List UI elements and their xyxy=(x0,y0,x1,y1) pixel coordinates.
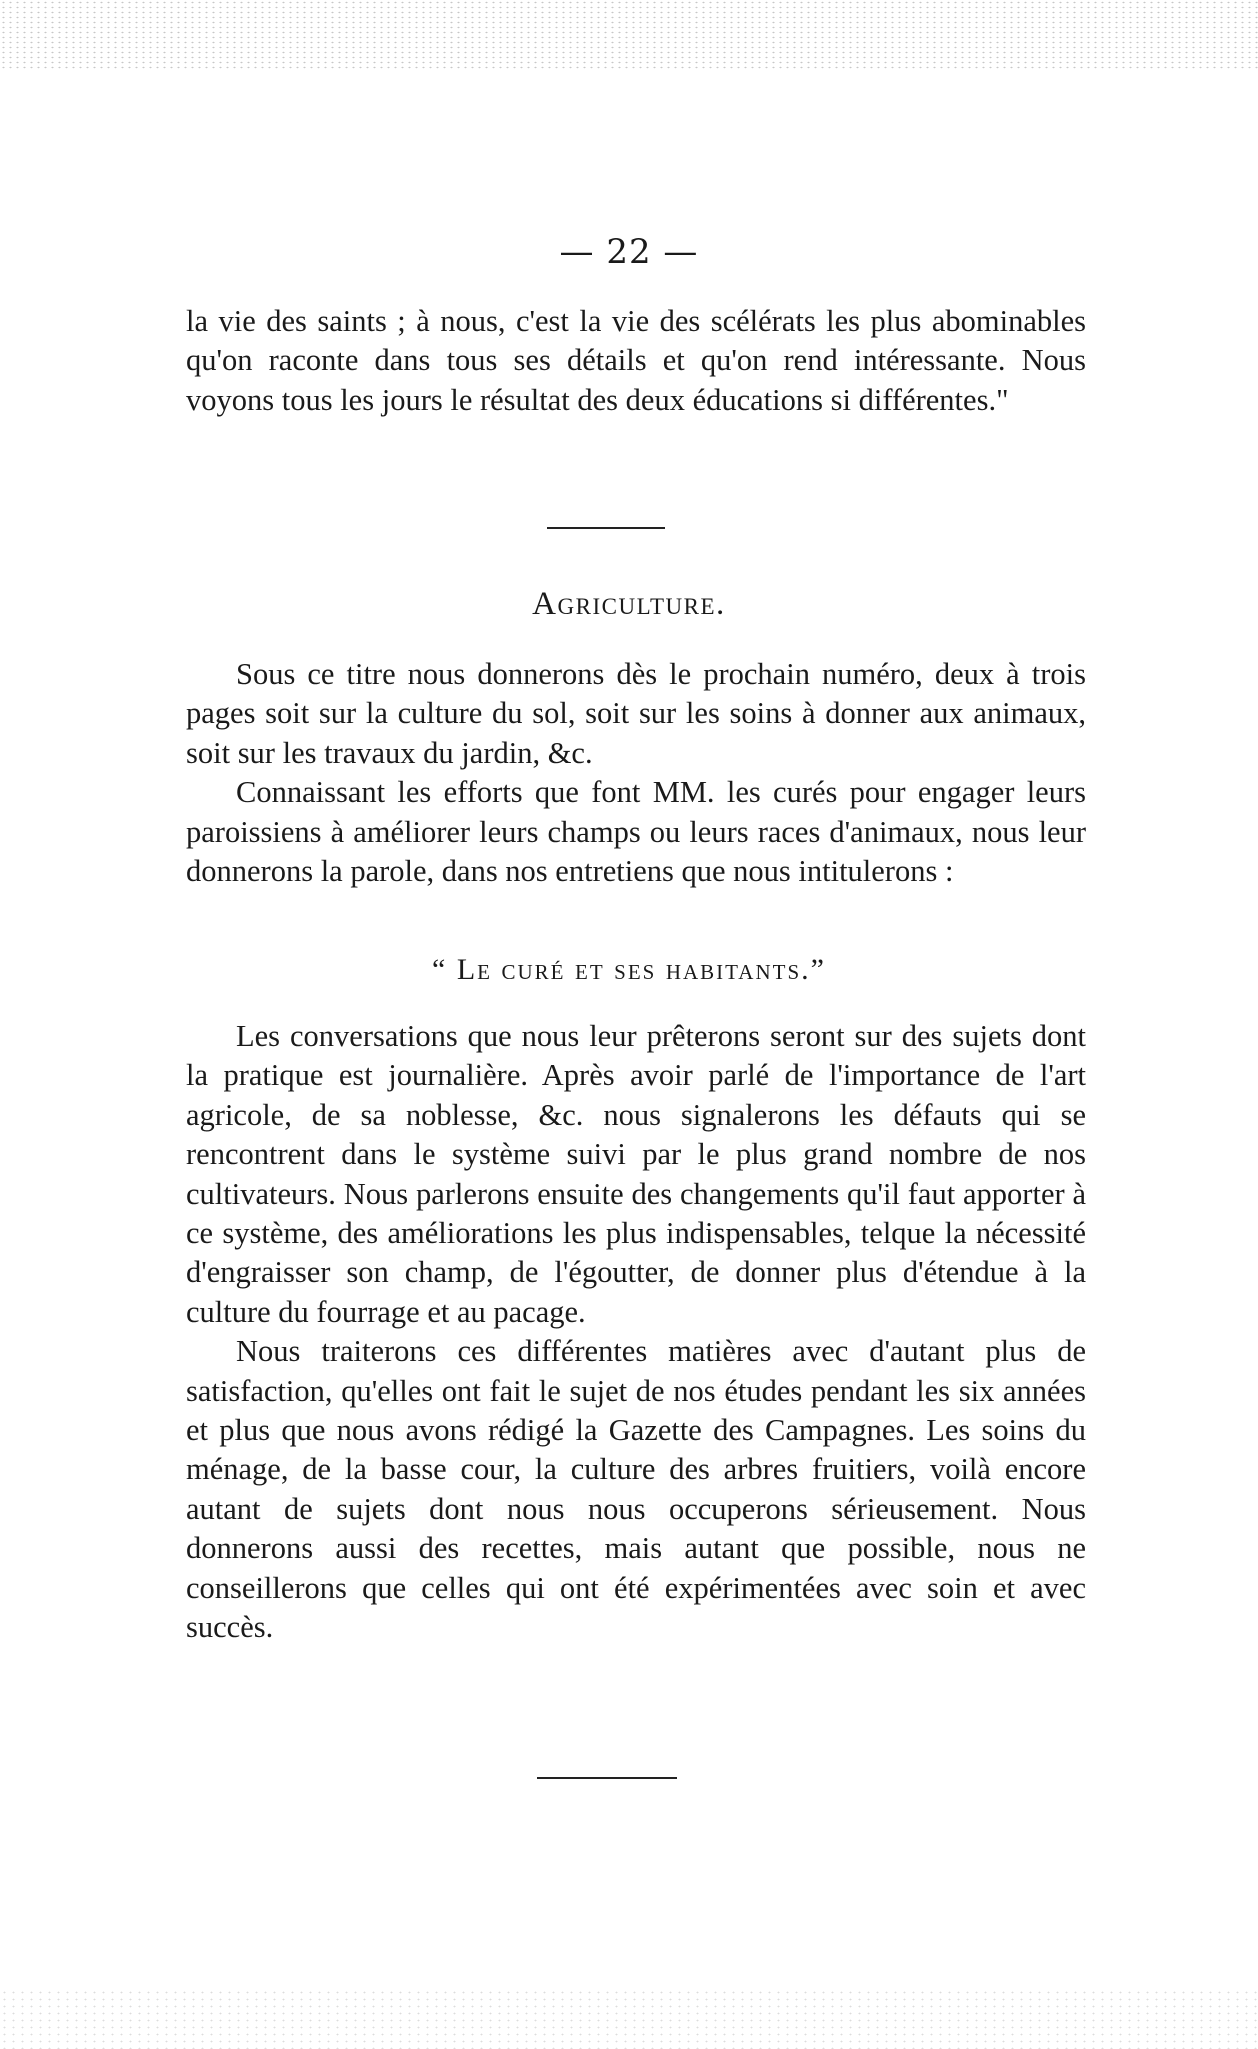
paragraph-intro: Sous ce titre nous donnerons dès le prochain numéro, deux à trois pages soit sur la culture du sol, soit sur les soins à donner aux animaux, soit sur les travaux du jardin, &c. xyxy=(186,657,1086,770)
paper-speckle-bottom xyxy=(0,1989,1258,2049)
page-number: — 22 — xyxy=(559,232,699,272)
section-divider-top xyxy=(547,527,665,529)
section-title: Agriculture. xyxy=(532,586,726,622)
paragraph-cures: Connaissant les efforts que font MM. les curés pour engager leurs paroissiens à améliorer leurs champs ou leurs races d'animaux, nous leur donnerons la parole, dans nos entretiens que nous intitulerons : xyxy=(186,775,1086,889)
section-divider-bottom xyxy=(537,1777,677,1779)
agriculture-text-block-2 xyxy=(186,1017,1086,1648)
paragraph-subjects: Nous traiterons ces différentes matières avec d'autant plus de satisfaction, qu'elles ont fait le sujet de nos études pendant les six années et plus que nous avons rédigé la Gazette des Campagnes. Les soins du ménage, de la basse cour, la culture des arbres fruitiers, voilà encore autant de sujets dont nous nous occuperons sérieusement. Nous donnerons aussi des recettes, mais autant que possible, nous ne conseillerons que celles qui ont été expérimentées avec soin et avec succès. xyxy=(186,1334,1086,1645)
agriculture-text-block-1 xyxy=(186,655,1086,891)
paper-speckle-top xyxy=(0,0,1258,70)
continuation-paragraph: la vie des saints ; à nous, c'est la vie des scélérats les plus abominables qu'on raconte dans tous ses détails et qu'on rend intéressante. Nous voyons tous les jours le résultat des deux éducations si différentes." xyxy=(186,304,1086,417)
paragraph-conversations: Les conversations que nous leur prêterons seront sur des sujets dont la pratique est journalière. Après avoir parlé de l'importance de l'art agricole, de sa noblesse, &c. nous signalerons les défauts qui se rencontrent dans le système suivi par le plus grand nombre de nos cultivateurs. Nous parlerons ensuite des changements qu'il faut apporter à ce système, des améliorations les plus indispensables, telque la nécessité d'engraisser son champ, de l'égoutter, de donner plus d'étendue à la culture du fourrage et au pacage. xyxy=(186,1019,1086,1329)
continuation-text-block xyxy=(186,302,1086,420)
dialogue-title: “ Le curé et ses habitants.” xyxy=(432,953,826,986)
